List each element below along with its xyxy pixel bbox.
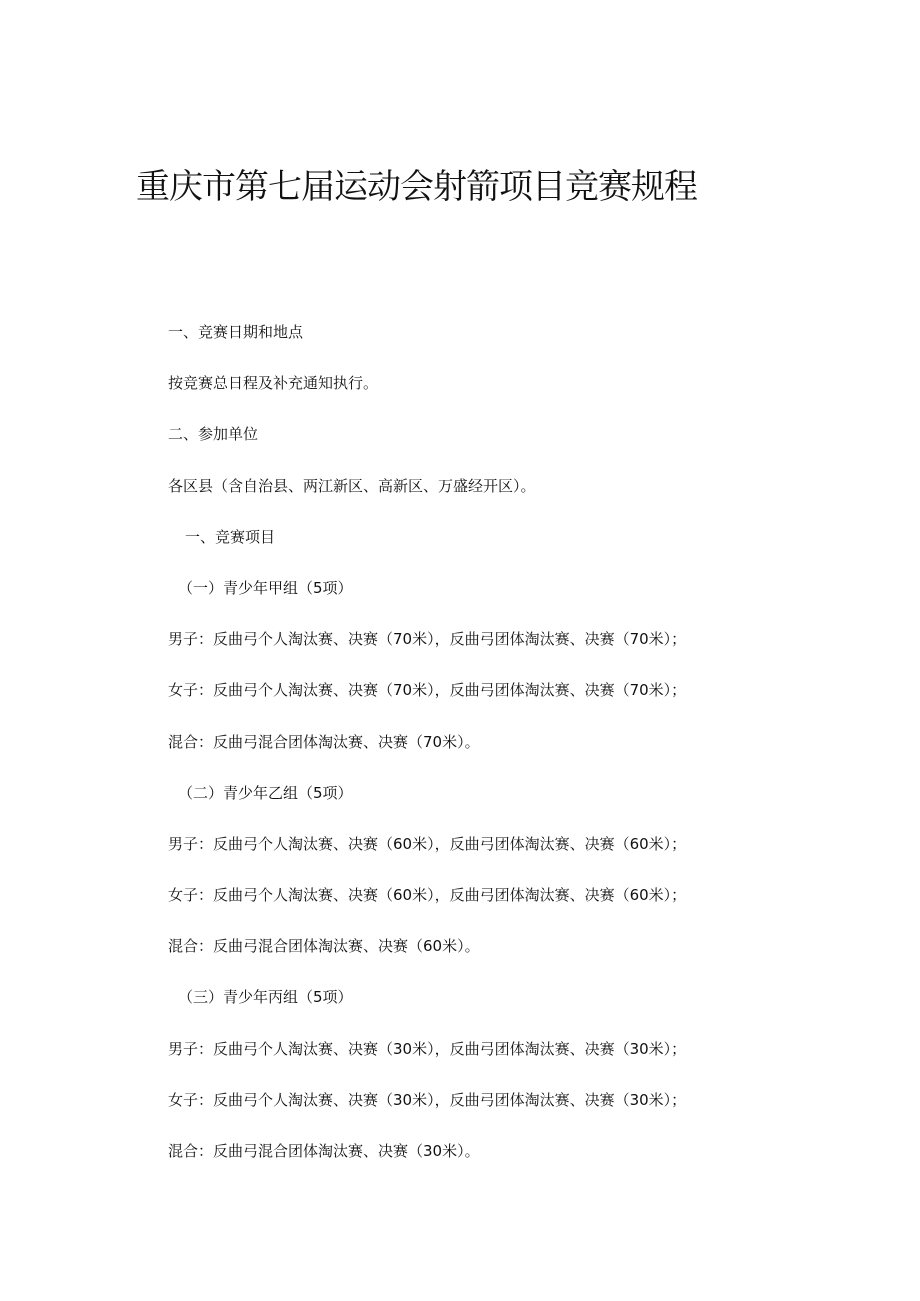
event-line: 女子：反曲弓个人淘汰赛、决赛（60米），反曲弓团体淘汰赛、决赛（60米）；	[168, 886, 687, 904]
paragraph: 各区县（含自治县、两江新区、高新区、万盛经开区）。	[168, 477, 536, 495]
subsection-heading: （三）青少年丙组（5项）	[178, 988, 353, 1006]
event-line: 混合：反曲弓混合团体淘汰赛、决赛（30米）。	[168, 1142, 480, 1160]
subsection-heading: （二）青少年乙组（5项）	[178, 784, 353, 802]
section-heading: 一、竞赛项目	[185, 528, 276, 546]
event-line: 混合：反曲弓混合团体淘汰赛、决赛（60米）。	[168, 937, 480, 955]
event-line: 女子：反曲弓个人淘汰赛、决赛（70米），反曲弓团体淘汰赛、决赛（70米）；	[168, 681, 687, 699]
section-heading: 一、竞赛日期和地点	[168, 323, 304, 341]
event-line: 女子：反曲弓个人淘汰赛、决赛（30米），反曲弓团体淘汰赛、决赛（30米）；	[168, 1091, 687, 1109]
paragraph: 按竞赛总日程及补充通知执行。	[168, 374, 379, 392]
section-heading: 二、参加单位	[168, 425, 259, 443]
event-line: 混合：反曲弓混合团体淘汰赛、决赛（70米）。	[168, 733, 480, 751]
document-title: 重庆市第七届运动会射箭项目竞赛规程	[136, 167, 697, 207]
subsection-heading: （一）青少年甲组（5项）	[178, 579, 353, 597]
event-line: 男子：反曲弓个人淘汰赛、决赛（70米），反曲弓团体淘汰赛、决赛（70米）；	[168, 630, 687, 648]
event-line: 男子：反曲弓个人淘汰赛、决赛（30米），反曲弓团体淘汰赛、决赛（30米）；	[168, 1040, 687, 1058]
event-line: 男子：反曲弓个人淘汰赛、决赛（60米），反曲弓团体淘汰赛、决赛（60米）；	[168, 835, 687, 853]
